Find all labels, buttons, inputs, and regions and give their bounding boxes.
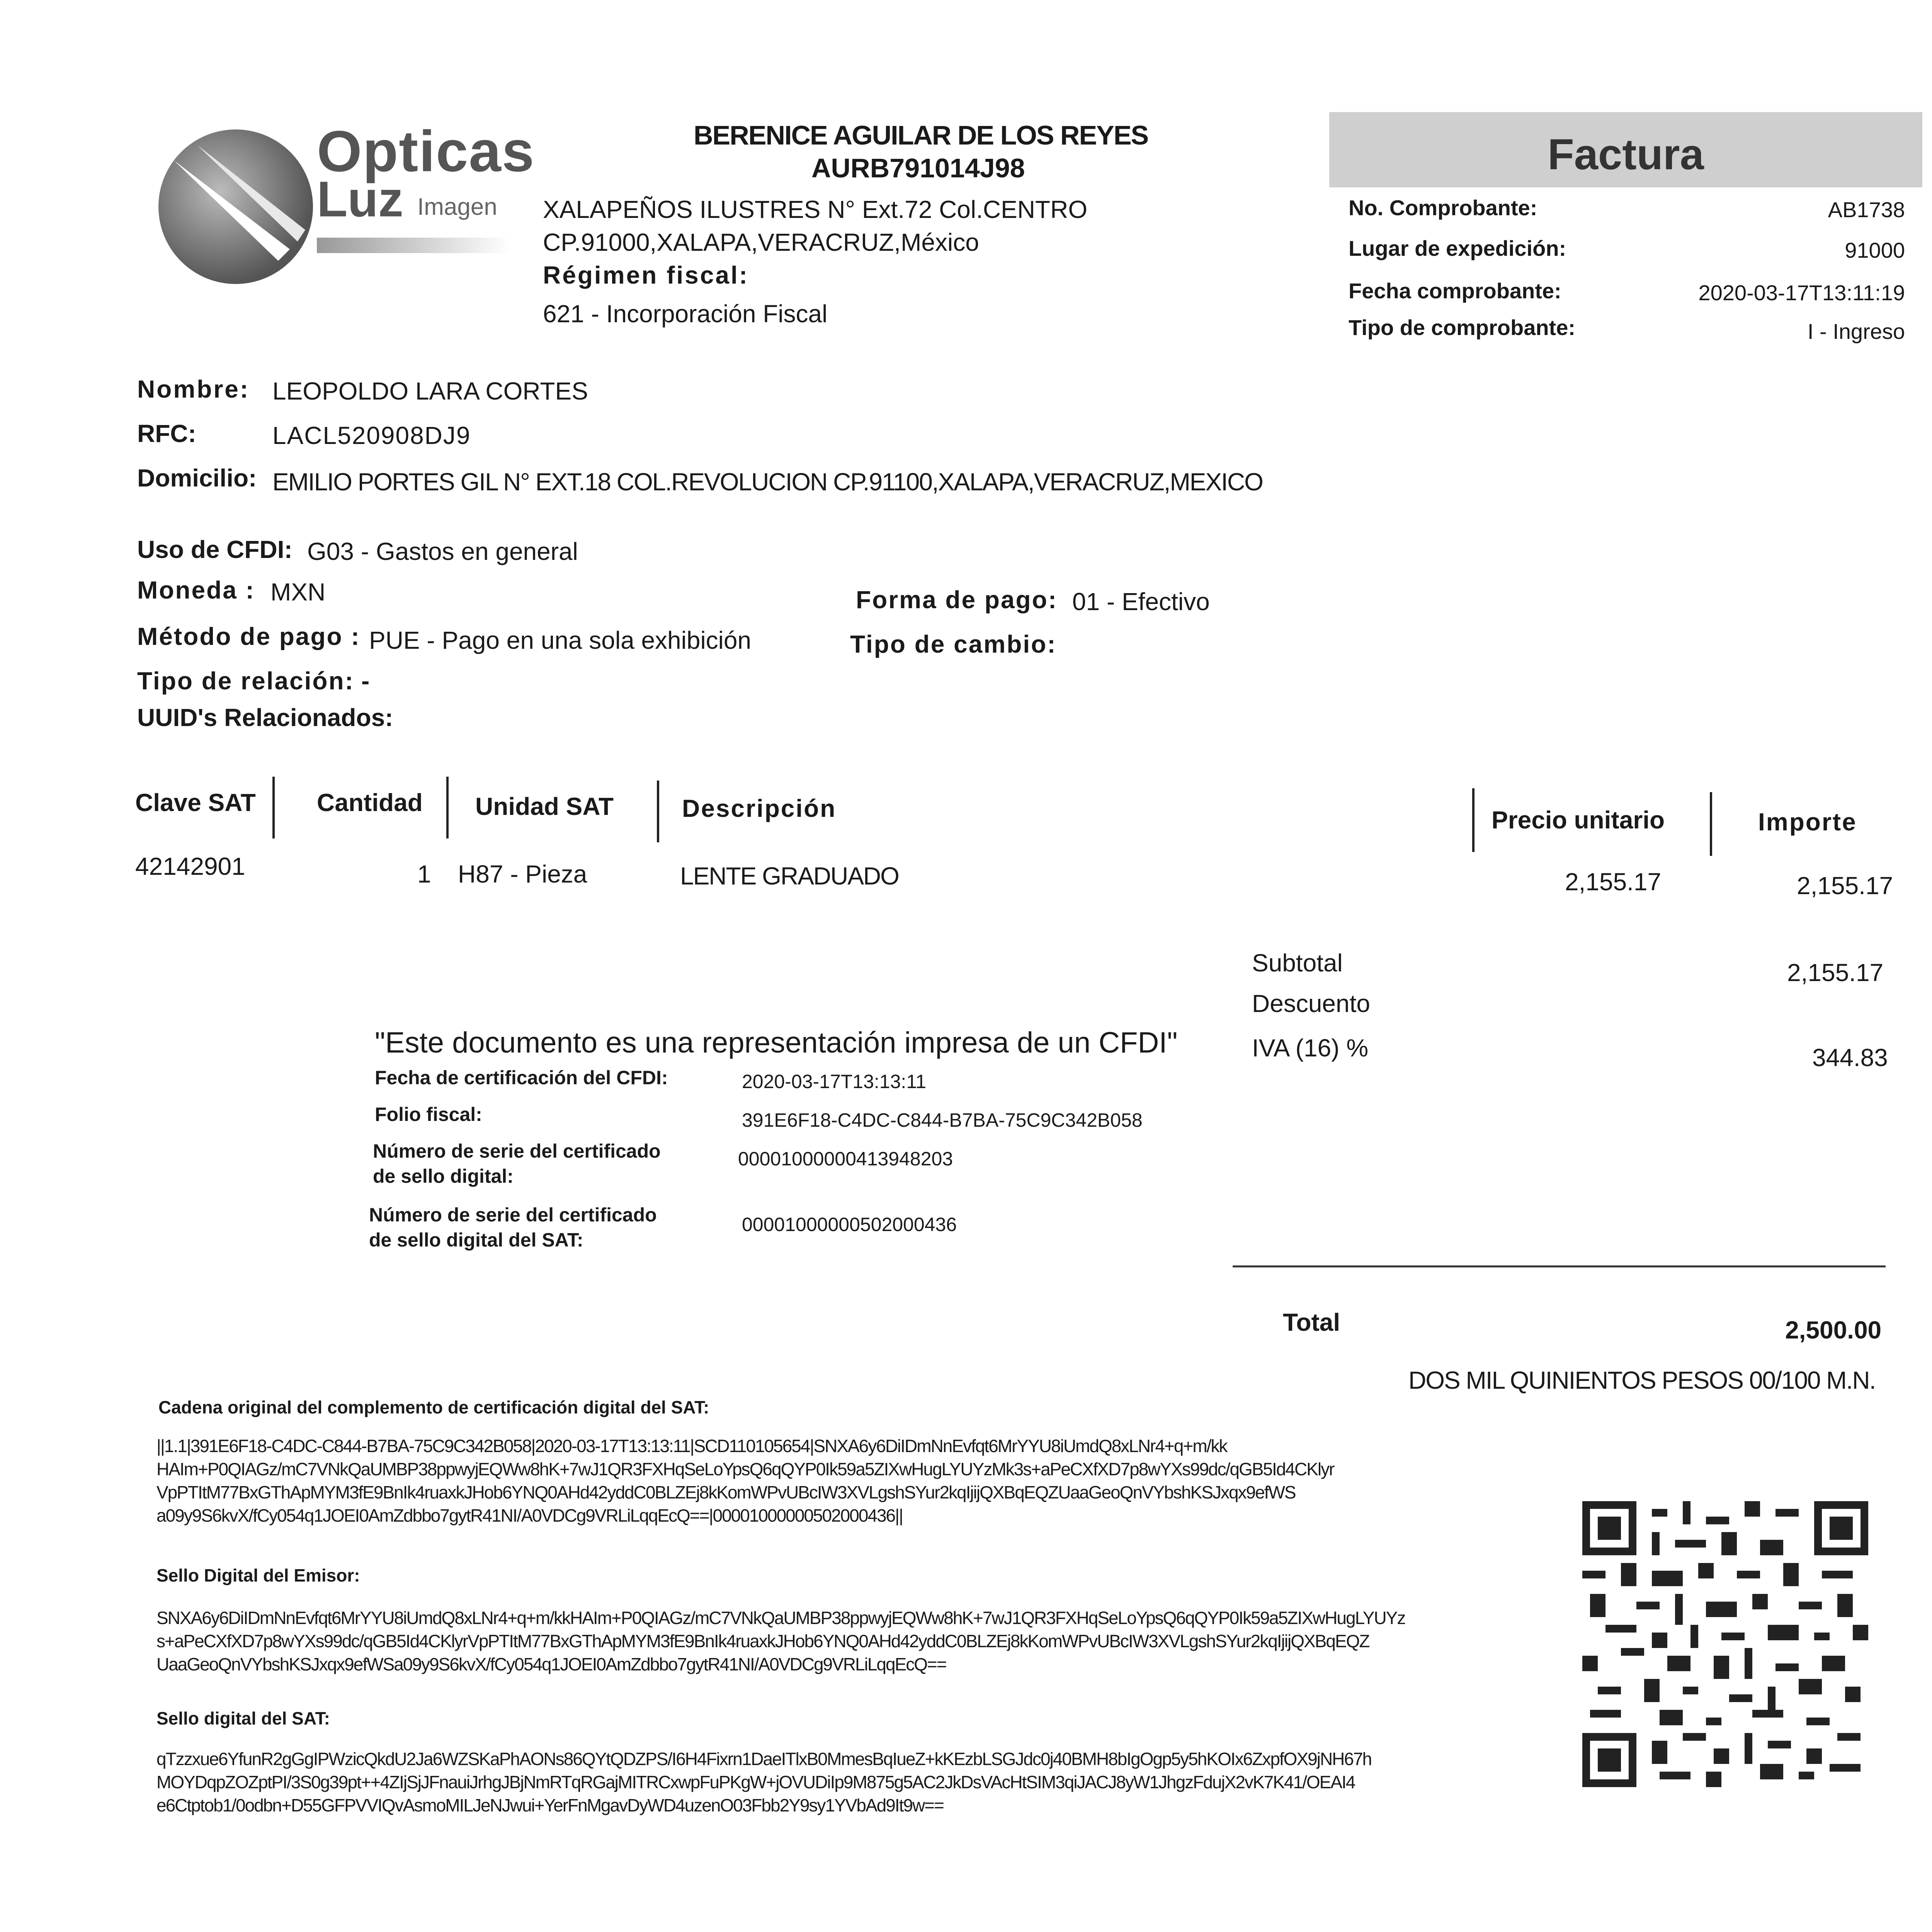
qr-code-icon bbox=[1582, 1501, 1868, 1787]
iva-value: 344.83 bbox=[1812, 1044, 1888, 1071]
sello-emisor-line: SNXA6y6DiIDmNnEvfqt6MrYYU8iUmdQ8xLNr4+q+m/kkHAIm+P0QIAGz/mC7VNkQaUMBP38ppwyjEQWw8hK+7wJ1QR3FXHqSeLoYpsQ6qQYP0Ik59a5ZIXwHugLYUYz bbox=[156, 1608, 1405, 1628]
logo-lens-icon bbox=[151, 122, 321, 292]
sello-emisor-line: UaaGeoQnVYbshKSJxqx9efWSa09y9S6kvX/fCy054q1JOEI0AmZdbbo7gytR41NI/A0VDCg9VRLiLqqEcQ== bbox=[156, 1654, 946, 1674]
rfc-label: RFC: bbox=[137, 420, 196, 447]
nombre-label: Nombre: bbox=[137, 375, 250, 403]
metodo-pago-value: PUE - Pago en una sola exhibición bbox=[369, 626, 752, 654]
emisor-nombre: BERENICE AGUILAR DE LOS REYES bbox=[694, 120, 1148, 150]
row-unidad: H87 - Pieza bbox=[458, 860, 587, 888]
no-comprobante-value: AB1738 bbox=[1828, 197, 1905, 222]
subtotal-label: Subtotal bbox=[1252, 949, 1343, 977]
no-comprobante-label: No. Comprobante: bbox=[1349, 196, 1537, 220]
company-logo bbox=[151, 119, 535, 299]
domicilio-label: Domicilio: bbox=[137, 464, 257, 492]
serie-certificado-label-1: Número de serie del certificado bbox=[373, 1140, 661, 1162]
th-divider bbox=[272, 777, 275, 838]
cadena-line: VpPTItM77BxGThApMYM3fE9BnIk4ruaxkJHob6YNQ0AHd42yddC0BLZEj8kKomWPvUBcIW3XVLgshSYur2kqIjijQXBqEQZUaaGeoQnVYbshKSJxqx9efWS bbox=[156, 1482, 1296, 1502]
lugar-expedicion-value: 91000 bbox=[1845, 238, 1905, 262]
sello-sat-line: qTzzxue6YfunR2gGgIPWzicQkdU2Ja6WZSKaPhAONs86QYtQDZPS/I6H4Fixrn1DaeITlxB0MmesBqIueZ+kKEzbLSGJdc0j40BMH8bIgOgp5y5hKOIx6ZxpfOX9jNH67h bbox=[156, 1749, 1372, 1769]
th-divider bbox=[1472, 788, 1475, 852]
th-unidad-sat: Unidad SAT bbox=[475, 793, 614, 820]
fecha-comprobante-value: 2020-03-17T13:11:19 bbox=[1698, 281, 1905, 305]
subtotal-value: 2,155.17 bbox=[1787, 959, 1884, 986]
descuento-label: Descuento bbox=[1252, 990, 1370, 1017]
row-clave: 42142901 bbox=[135, 852, 245, 880]
serie-certificado-sat-value: 00001000000502000436 bbox=[742, 1214, 957, 1235]
forma-pago-value: 01 - Efectivo bbox=[1072, 588, 1210, 616]
cadena-original-label: Cadena original del complemento de certificación digital del SAT: bbox=[158, 1397, 709, 1417]
tipo-cambio-label: Tipo de cambio: bbox=[850, 630, 1057, 658]
leyenda-cfdi: "Este documento es una representación impresa de un CFDI" bbox=[375, 1026, 1178, 1059]
cadena-line: ||1.1|391E6F18-C4DC-C844-B7BA-75C9C342B058|2020-03-17T13:13:11|SCD110105654|SNXA6y6DiIDmNnEvfqt6MrYYU8iUmdQ8xLNr4+q+m/kk bbox=[156, 1436, 1227, 1456]
tipo-relacion-label: Tipo de relación: bbox=[137, 667, 354, 695]
logo-swoosh bbox=[317, 238, 510, 253]
logo-text-opticas: Opticas bbox=[317, 119, 535, 184]
metodo-pago-label: Método de pago : bbox=[137, 622, 361, 650]
cadena-line: a09y9S6kvX/fCy054q1JOEI0AmZdbbo7gytR41NI/A0VDCg9VRLiLqqEcQ==|00001000000502000436|| bbox=[156, 1505, 903, 1526]
serie-certificado-value: 00001000000413948203 bbox=[738, 1148, 953, 1170]
serie-certificado-sat-label-2: de sello digital del SAT: bbox=[369, 1229, 583, 1251]
th-divider bbox=[657, 781, 659, 842]
folio-fiscal-value: 391E6F18-C4DC-C844-B7BA-75C9C342B058 bbox=[742, 1109, 1143, 1131]
sello-emisor-label: Sello Digital del Emisor: bbox=[156, 1565, 360, 1585]
factura-title: Factura bbox=[1548, 130, 1704, 179]
sello-sat-line: MOYDqpZOZptPI/3S0g39pt++4ZIjSjJFnauiJrhgJBjNmRTqRGajMITRCxwpFuPKgW+jOVUDiIp9M875g5AC2JkDsVAcHtSIM3qiJACJ8yW1JhgzFdujX2vK7K41/OEAI4 bbox=[156, 1772, 1355, 1792]
lugar-expedicion-label: Lugar de expedición: bbox=[1349, 236, 1566, 260]
uso-cfdi-value: G03 - Gastos en general bbox=[307, 537, 578, 565]
emisor-rfc: AURB791014J98 bbox=[811, 153, 1025, 183]
fecha-comprobante-label: Fecha comprobante: bbox=[1349, 279, 1561, 303]
sello-sat-line: e6Ctptob1/0odbn+D55GFPVVIQvAsmoMILJeNJwui+YerFnMgavDyWD4uzenO03Fbb2Y9sy1YVbAd9It9w== bbox=[156, 1795, 944, 1815]
logo-text-luz: Luz bbox=[317, 171, 403, 227]
domicilio-value: EMILIO PORTES GIL N° EXT.18 COL.REVOLUCION CP.91100,XALAPA,VERACRUZ,MEXICO bbox=[272, 468, 1263, 496]
emisor-direccion-1: XALAPEÑOS ILUSTRES N° Ext.72 Col.CENTRO bbox=[543, 196, 1088, 223]
row-descripcion: LENTE GRADUADO bbox=[680, 862, 899, 890]
row-importe: 2,155.17 bbox=[1797, 872, 1893, 900]
uuid-relacionados-label: UUID's Relacionados: bbox=[137, 704, 393, 731]
iva-label: IVA (16) % bbox=[1252, 1034, 1369, 1062]
moneda-label: Moneda : bbox=[137, 576, 255, 604]
fecha-certificacion-value: 2020-03-17T13:13:11 bbox=[742, 1071, 927, 1092]
th-descripcion: Descripción bbox=[682, 794, 837, 822]
sello-sat-label: Sello digital del SAT: bbox=[156, 1708, 330, 1728]
th-cantidad: Cantidad bbox=[317, 789, 423, 816]
serie-certificado-label-2: de sello digital: bbox=[373, 1165, 514, 1187]
tipo-comprobante-value: I - Ingreso bbox=[1807, 319, 1905, 344]
th-divider bbox=[1710, 792, 1712, 856]
total-en-letra: DOS MIL QUINIENTOS PESOS 00/100 M.N. bbox=[1408, 1366, 1876, 1394]
th-importe: Importe bbox=[1758, 808, 1857, 836]
regimen-value: 621 - Incorporación Fiscal bbox=[543, 300, 828, 328]
logo-text-imagen: Imagen bbox=[417, 194, 497, 220]
tipo-comprobante-label: Tipo de comprobante: bbox=[1349, 315, 1575, 340]
total-value: 2,500.00 bbox=[1785, 1316, 1882, 1344]
folio-fiscal-label: Folio fiscal: bbox=[375, 1104, 482, 1125]
fecha-certificacion-label: Fecha de certificación del CFDI: bbox=[375, 1067, 668, 1088]
forma-pago-label: Forma de pago: bbox=[856, 586, 1058, 614]
row-precio: 2,155.17 bbox=[1565, 868, 1662, 896]
serie-certificado-sat-label-1: Número de serie del certificado bbox=[369, 1204, 657, 1226]
nombre-value: LEOPOLDO LARA CORTES bbox=[272, 377, 588, 405]
moneda-value: MXN bbox=[270, 578, 326, 606]
tipo-relacion-value: - bbox=[361, 667, 370, 695]
total-label: Total bbox=[1283, 1308, 1340, 1336]
cadena-line: HAIm+P0QIAGz/mC7VNkQaUMBP38ppwyjEQWw8hK+7wJ1QR3FXHqSeLoYpsQ6qQYP0Ik59a5ZIXwHugLYUYzMk3s+aPeCXfXD7p8wYXs99dc/qGB5Id4CKlyr bbox=[156, 1459, 1334, 1479]
th-clave-sat: Clave SAT bbox=[135, 789, 256, 816]
th-divider bbox=[446, 777, 449, 838]
th-precio-unitario: Precio unitario bbox=[1492, 806, 1665, 834]
uso-cfdi-label: Uso de CFDI: bbox=[137, 536, 293, 563]
sello-emisor-line: s+aPeCXfXD7p8wYXs99dc/qGB5Id4CKlyrVpPTItM77BxGThApMYM3fE9BnIk4ruaxkJHob6YNQ0AHd42yddC0BLZEj8kKomWPvUBcIW3XVLgshSYur2kqIjijQXBqEQZ bbox=[156, 1631, 1369, 1651]
total-divider bbox=[1233, 1265, 1886, 1267]
rfc-value: LACL520908DJ9 bbox=[272, 422, 471, 449]
row-cantidad: 1 bbox=[417, 860, 431, 888]
emisor-direccion-2: CP.91000,XALAPA,VERACRUZ,México bbox=[543, 228, 979, 256]
regimen-label: Régimen fiscal: bbox=[543, 261, 749, 289]
